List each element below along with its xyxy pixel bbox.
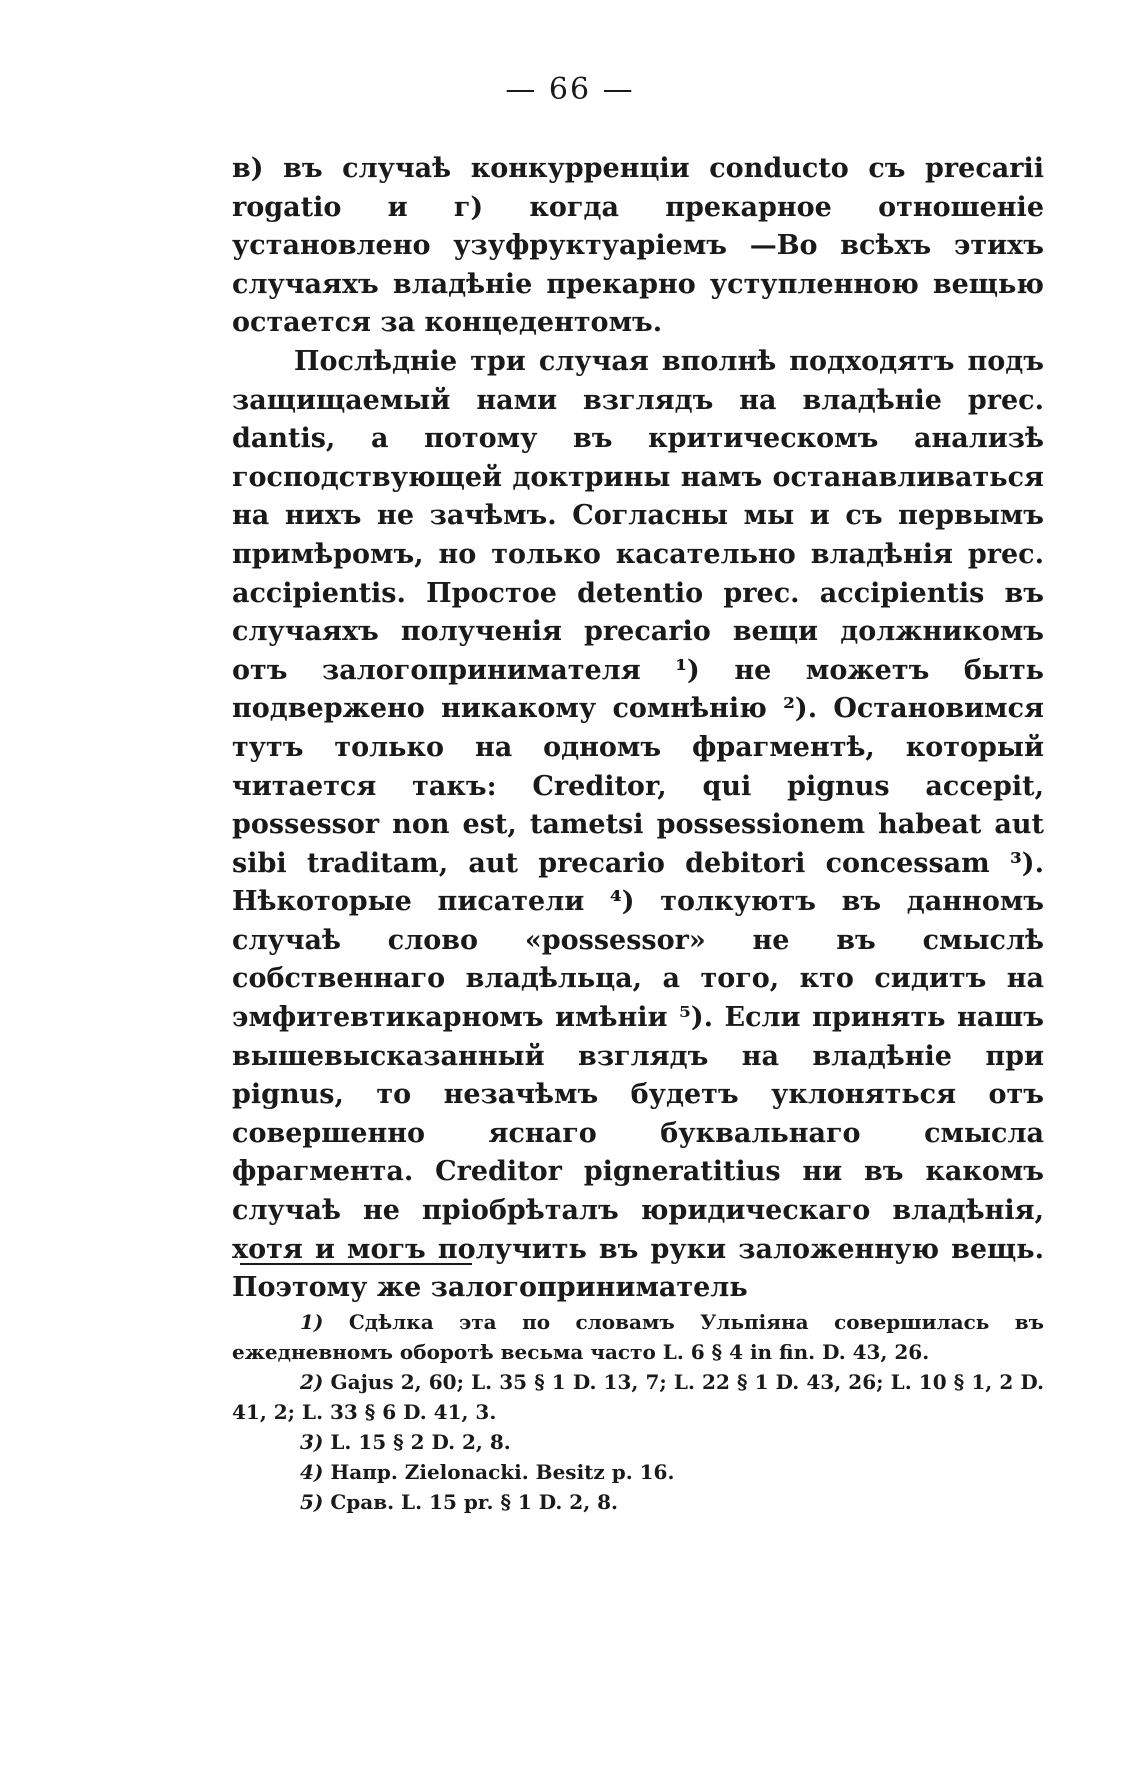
footnotes-section	[232, 1307, 1044, 1517]
footnote-1	[232, 1307, 1044, 1367]
footnote-text: Срав. L. 15 pr. § 1 D. 2, 8.	[330, 1490, 619, 1514]
footnote-text: L. 15 § 2 D. 2, 8.	[330, 1430, 511, 1454]
footnote-marker: 5)	[300, 1490, 324, 1514]
footnote-5	[232, 1487, 1044, 1517]
footnote-marker: 1)	[300, 1310, 324, 1334]
page-number: — 66 —	[505, 72, 635, 107]
footnote-marker: 4)	[300, 1460, 324, 1484]
footnote-text: Сдѣлка эта по словамъ Ульпіяна совершилась въ ежедневномъ оборотѣ весьма часто L. 6 § 4 in fin. D. 43, 26.	[232, 1310, 1045, 1364]
footnote-marker: 2)	[300, 1370, 324, 1394]
footnote-3	[232, 1427, 1044, 1457]
footnote-divider	[240, 1263, 472, 1265]
paragraph-1: в) въ случаѣ конкурренціи conducto съ precarii rogatio и г) когда прекарное отношеніе установлено узуфруктуаріемъ —Во всѣхъ этихъ случаяхъ владѣніе прекарно уступленною вещью остается за концедентомъ.	[232, 153, 1044, 339]
footnote-4	[232, 1457, 1044, 1487]
footnote-marker: 3)	[300, 1430, 324, 1454]
footnote-text: Напр. Zielonacki. Besitz p. 16.	[330, 1460, 675, 1484]
footnote-2	[232, 1367, 1044, 1427]
footnote-text: Gajus 2, 60; L. 35 § 1 D. 13, 7; L. 22 § 1 D. 43, 26; L. 10 § 1, 2 D. 41, 2; L. 33 § 6 D. 41, 3.	[232, 1370, 1044, 1424]
paragraph-2: Послѣдніе три случая вполнѣ подходятъ подъ защищаемый нами взглядъ на владѣніе prec. dantis, а потому въ критическомъ анализѣ господствующей доктрины намъ останавливаться на нихъ не зачѣмъ. Согласны мы и съ первымъ примѣромъ, но только касательно владѣнія prec. accipientis. Простое detentio prec. accipientis въ случаяхъ полученія precario вещи должникомъ отъ залогопринимателя ¹) не можетъ быть подвержено никакому сомнѣнію ²). Остановимся тутъ только на одномъ фрагментѣ, который читается такъ: Creditor, qui pignus accepit, possessor non est, tametsi possessionem habeat aut sibi traditam, aut precario debitori concessam ³). Нѣкоторые писатели ⁴) толкуютъ въ данномъ случаѣ слово «possessor» не въ смыслѣ собственнаго владѣльца, а того, кто сидитъ на эмфитевтикарномъ имѣніи ⁵). Если принять нашъ вышевысказанный взглядъ на владѣніе при pignus, то незачѣмъ будетъ уклоняться отъ совершенно яснаго буквальнаго смысла фрагмента. Creditor pigneratitius ни въ какомъ случаѣ не пріобрѣталъ юридическаго владѣнія, хотя и могъ получить въ руки заложенную вещь. Поэтому же залогоприниматель	[232, 345, 1044, 1304]
main-text	[232, 150, 1044, 1308]
